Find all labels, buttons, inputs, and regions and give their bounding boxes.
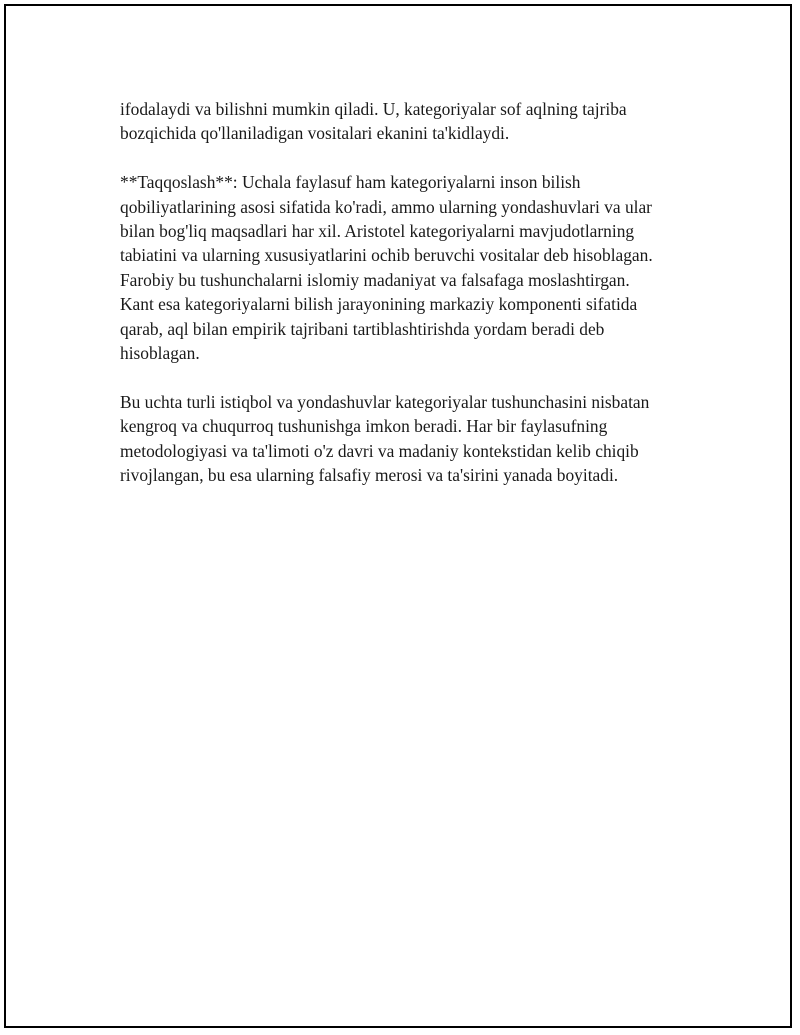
document-page xyxy=(4,4,792,1028)
text-line: bozqichida qo'llaniladigan vositalari ekanini ta'kidlaydi. xyxy=(120,123,510,144)
paragraph-kant-summary xyxy=(120,97,700,146)
text-line: Bu uchta turli istiqbol va yondashuvlar kategoriyalar tushunchasini nisbatan xyxy=(120,391,650,412)
text-line: Farobiy bu tushunchalarni islomiy madaniyat va falsafaga moslashtirgan. xyxy=(120,269,630,290)
text-line: bilan bog'liq maqsadlari har xil. Aristotel kategoriyalarni mavjudotlarning xyxy=(120,221,635,242)
paragraph-conclusion xyxy=(120,390,700,488)
text-line: ifodalaydi va bilishni mumkin qiladi. U, kategoriyalar sof aqlning tajriba xyxy=(120,99,627,119)
text-line: rivojlangan, bu esa ularning falsafiy merosi va ta'sirini yanada boyitadi. xyxy=(120,465,619,486)
document-body xyxy=(120,97,700,512)
text-line: qarab, aql bilan empirik tajribani tartiblashtirishda yordam beradi deb xyxy=(120,318,605,339)
text-line: kengroq va chuqurroq tushunishga imkon beradi. Har bir faylasufning xyxy=(120,416,608,437)
paragraph-comparison xyxy=(120,170,700,365)
text-line: qobiliyatlarining asosi sifatida ko'radi, ammo ularning yondashuvlari va ular xyxy=(120,196,652,217)
text-line: metodologiyasi va ta'limoti o'z davri va madaniy kontekstidan kelib chiqib xyxy=(120,440,639,461)
text-line: **Taqqoslash**: Uchala faylasuf ham kategoriyalarni inson bilish xyxy=(120,172,581,193)
text-line: hisoblagan. xyxy=(120,343,200,364)
text-line: Kant esa kategoriyalarni bilish jarayonining markaziy komponenti sifatida xyxy=(120,294,638,315)
text-line: tabiatini va ularning xususiyatlarini ochib beruvchi vositalar deb hisoblagan. xyxy=(120,245,653,266)
